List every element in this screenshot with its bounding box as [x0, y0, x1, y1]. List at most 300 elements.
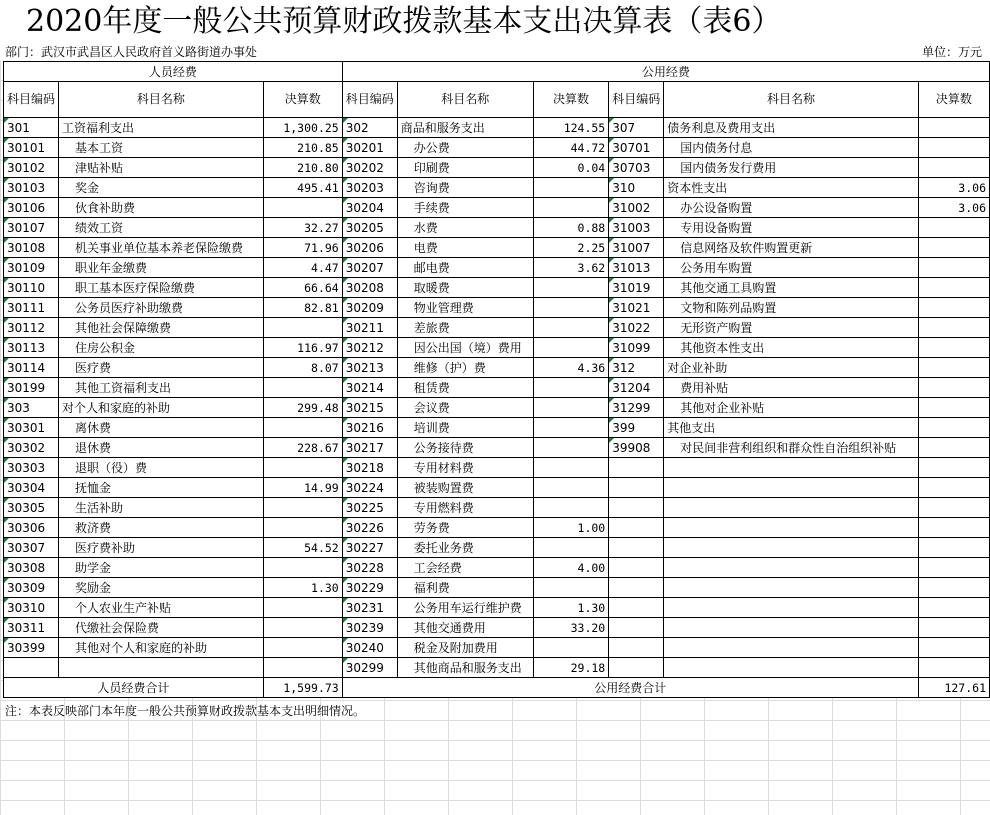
personnel-code-cell: 30308	[4, 558, 59, 578]
personnel-code-cell: 30199	[4, 378, 59, 398]
personnel-name-cell: 代缴社会保险费	[59, 618, 264, 638]
public-a-code-cell: 30226	[342, 518, 397, 538]
public-total-value: 127.61	[918, 678, 989, 698]
personnel-code-cell: 30399	[4, 638, 59, 658]
public-a-name-cell: 税金及附加费用	[397, 638, 533, 658]
public-a-amount-cell	[533, 458, 609, 478]
personnel-name-cell: 医疗费补助	[59, 538, 264, 558]
public-b-amount-cell	[918, 298, 989, 318]
public-b-name-cell	[664, 578, 919, 598]
public-a-code-cell: 30299	[342, 658, 397, 678]
public-a-name-cell: 咨询费	[397, 178, 533, 198]
public-b-amount-cell	[918, 258, 989, 278]
table-row	[4, 318, 990, 338]
public-b-code-cell: 31007	[609, 238, 664, 258]
public-a-code-cell: 30239	[342, 618, 397, 638]
public-b-name-cell: 对民间非营利组织和群众性自治组织补贴	[664, 438, 919, 458]
personnel-amount-cell	[263, 658, 342, 678]
personnel-code-cell: 30309	[4, 578, 59, 598]
personnel-amount-cell: 210.85	[263, 138, 342, 158]
report-subheader	[0, 44, 990, 61]
table-row	[4, 658, 990, 678]
personnel-code-cell: 30306	[4, 518, 59, 538]
table-row	[4, 398, 990, 418]
personnel-code-cell: 30108	[4, 238, 59, 258]
public-a-amount-cell	[533, 538, 609, 558]
personnel-amount-cell	[263, 378, 342, 398]
personnel-name-cell: 绩效工资	[59, 218, 264, 238]
public-a-amount-cell: 4.00	[533, 558, 609, 578]
public-a-amount-cell: 2.25	[533, 238, 609, 258]
public-b-amount-cell	[918, 598, 989, 618]
personnel-code-cell: 30307	[4, 538, 59, 558]
public-a-name-cell: 办公费	[397, 138, 533, 158]
totals-row	[4, 678, 990, 698]
public-a-code-cell: 30202	[342, 158, 397, 178]
public-b-name-cell: 对企业补助	[664, 358, 919, 378]
col-name: 科目名称	[664, 82, 919, 118]
public-a-name-cell: 电费	[397, 238, 533, 258]
personnel-name-cell: 其他对个人和家庭的补助	[59, 638, 264, 658]
public-b-name-cell	[664, 458, 919, 478]
public-a-code-cell: 30201	[342, 138, 397, 158]
public-b-name-cell: 文物和陈列品购置	[664, 298, 919, 318]
table-row	[4, 578, 990, 598]
personnel-amount-cell: 66.64	[263, 278, 342, 298]
public-b-code-cell: 30701	[609, 138, 664, 158]
public-a-amount-cell	[533, 578, 609, 598]
public-a-amount-cell: 1.30	[533, 598, 609, 618]
table-row	[4, 598, 990, 618]
personnel-amount-cell: 1.30	[263, 578, 342, 598]
public-a-code-cell: 30207	[342, 258, 397, 278]
personnel-amount-cell	[263, 458, 342, 478]
personnel-name-cell: 住房公积金	[59, 338, 264, 358]
public-b-name-cell	[664, 518, 919, 538]
public-a-amount-cell: 4.36	[533, 358, 609, 378]
public-b-amount-cell: 3.06	[918, 198, 989, 218]
personnel-amount-cell	[263, 418, 342, 438]
personnel-name-cell: 退职（役）费	[59, 458, 264, 478]
public-b-name-cell: 其他对企业补贴	[664, 398, 919, 418]
public-b-name-cell: 无形资产购置	[664, 318, 919, 338]
personnel-code-cell: 30102	[4, 158, 59, 178]
public-a-amount-cell	[533, 298, 609, 318]
personnel-name-cell: 个人农业生产补贴	[59, 598, 264, 618]
public-b-name-cell	[664, 638, 919, 658]
public-b-amount-cell	[918, 438, 989, 458]
public-b-amount-cell	[918, 238, 989, 258]
public-b-code-cell	[609, 638, 664, 658]
public-a-code-cell: 302	[342, 118, 397, 138]
public-b-name-cell	[664, 538, 919, 558]
table-row	[4, 298, 990, 318]
personnel-amount-cell: 71.96	[263, 238, 342, 258]
personnel-name-cell: 奖金	[59, 178, 264, 198]
public-a-amount-cell	[533, 338, 609, 358]
public-b-code-cell	[609, 498, 664, 518]
personnel-name-cell: 津贴补贴	[59, 158, 264, 178]
public-b-amount-cell	[918, 358, 989, 378]
section-personnel: 人员经费	[4, 62, 343, 82]
public-a-code-cell: 30231	[342, 598, 397, 618]
public-b-name-cell: 国内债务付息	[664, 138, 919, 158]
public-a-amount-cell: 3.62	[533, 258, 609, 278]
public-b-amount-cell	[918, 518, 989, 538]
personnel-code-cell: 30101	[4, 138, 59, 158]
personnel-amount-cell: 210.80	[263, 158, 342, 178]
table-row	[4, 238, 990, 258]
public-b-name-cell	[664, 478, 919, 498]
personnel-code-cell: 30110	[4, 278, 59, 298]
col-code: 科目编码	[609, 82, 664, 118]
public-b-amount-cell	[918, 478, 989, 498]
col-name: 科目名称	[397, 82, 533, 118]
table-row	[4, 438, 990, 458]
personnel-code-cell: 30113	[4, 338, 59, 358]
public-b-name-cell	[664, 558, 919, 578]
table-row	[4, 338, 990, 358]
public-a-name-cell: 其他交通费用	[397, 618, 533, 638]
public-b-code-cell	[609, 478, 664, 498]
public-b-name-cell	[664, 498, 919, 518]
public-b-code-cell	[609, 458, 664, 478]
table-row	[4, 498, 990, 518]
personnel-amount-cell	[263, 198, 342, 218]
report-title: 2020年度一般公共预算财政拨款基本支出决算表（表6）	[0, 0, 990, 44]
table-row	[4, 258, 990, 278]
public-b-name-cell: 资本性支出	[664, 178, 919, 198]
public-a-name-cell: 手续费	[397, 198, 533, 218]
public-a-name-cell: 因公出国（境）费用	[397, 338, 533, 358]
public-a-name-cell: 物业管理费	[397, 298, 533, 318]
personnel-code-cell: 30103	[4, 178, 59, 198]
personnel-code-cell: 303	[4, 398, 59, 418]
personnel-amount-cell: 4.47	[263, 258, 342, 278]
public-b-name-cell: 债务利息及费用支出	[664, 118, 919, 138]
public-a-name-cell: 公务接待费	[397, 438, 533, 458]
public-b-name-cell: 其他交通工具购置	[664, 278, 919, 298]
public-a-code-cell: 30205	[342, 218, 397, 238]
table-row	[4, 538, 990, 558]
table-row	[4, 178, 990, 198]
public-b-name-cell	[664, 618, 919, 638]
public-a-amount-cell	[533, 398, 609, 418]
public-a-amount-cell: 0.88	[533, 218, 609, 238]
public-b-amount-cell: 3.06	[918, 178, 989, 198]
public-a-code-cell: 30212	[342, 338, 397, 358]
personnel-total-value: 1,599.73	[263, 678, 342, 698]
public-a-amount-cell: 29.18	[533, 658, 609, 678]
personnel-code-cell: 30301	[4, 418, 59, 438]
public-a-code-cell: 30213	[342, 358, 397, 378]
public-a-code-cell: 30217	[342, 438, 397, 458]
public-b-name-cell: 费用补贴	[664, 378, 919, 398]
public-a-amount-cell	[533, 178, 609, 198]
public-b-name-cell	[664, 598, 919, 618]
table-row	[4, 638, 990, 658]
public-b-name-cell: 国内债务发行费用	[664, 158, 919, 178]
public-a-name-cell: 其他商品和服务支出	[397, 658, 533, 678]
personnel-amount-cell: 8.07	[263, 358, 342, 378]
public-b-name-cell: 专用设备购置	[664, 218, 919, 238]
public-b-name-cell: 办公设备购置	[664, 198, 919, 218]
public-b-amount-cell	[918, 498, 989, 518]
expenditure-table	[3, 61, 990, 698]
personnel-name-cell: 机关事业单位基本养老保险缴费	[59, 238, 264, 258]
public-a-amount-cell: 1.00	[533, 518, 609, 538]
public-a-code-cell: 30216	[342, 418, 397, 438]
personnel-name-cell: 职工基本医疗保险缴费	[59, 278, 264, 298]
personnel-name-cell: 其他工资福利支出	[59, 378, 264, 398]
section-public: 公用经费	[342, 62, 989, 82]
public-a-code-cell: 30208	[342, 278, 397, 298]
personnel-code-cell: 30112	[4, 318, 59, 338]
table-row	[4, 278, 990, 298]
public-b-name-cell: 公务用车购置	[664, 258, 919, 278]
public-b-amount-cell	[918, 578, 989, 598]
personnel-amount-cell	[263, 498, 342, 518]
table-row	[4, 138, 990, 158]
personnel-total-label: 人员经费合计	[4, 678, 264, 698]
personnel-name-cell: 公务员医疗补助缴费	[59, 298, 264, 318]
personnel-amount-cell	[263, 638, 342, 658]
public-total-label: 公用经费合计	[342, 678, 918, 698]
personnel-name-cell: 其他社会保障缴费	[59, 318, 264, 338]
personnel-name-cell: 离休费	[59, 418, 264, 438]
public-a-amount-cell	[533, 438, 609, 458]
public-a-amount-cell	[533, 638, 609, 658]
personnel-name-cell: 医疗费	[59, 358, 264, 378]
section-header-row	[4, 62, 990, 82]
public-a-name-cell: 维修（护）费	[397, 358, 533, 378]
personnel-name-cell: 救济费	[59, 518, 264, 538]
public-b-code-cell	[609, 658, 664, 678]
public-a-amount-cell	[533, 378, 609, 398]
personnel-name-cell: 基本工资	[59, 138, 264, 158]
public-b-code-cell	[609, 538, 664, 558]
personnel-code-cell: 30114	[4, 358, 59, 378]
personnel-name-cell: 职业年金缴费	[59, 258, 264, 278]
personnel-name-cell: 生活补助	[59, 498, 264, 518]
personnel-name-cell: 奖励金	[59, 578, 264, 598]
public-a-amount-cell	[533, 278, 609, 298]
table-row	[4, 458, 990, 478]
personnel-name-cell: 退休费	[59, 438, 264, 458]
col-code: 科目编码	[342, 82, 397, 118]
table-row	[4, 358, 990, 378]
public-b-code-cell: 31019	[609, 278, 664, 298]
department-label: 部门：武汉市武昌区人民政府首义路街道办事处	[5, 45, 258, 59]
public-a-name-cell: 印刷费	[397, 158, 533, 178]
public-a-name-cell: 会议费	[397, 398, 533, 418]
personnel-amount-cell: 228.67	[263, 438, 342, 458]
public-a-name-cell: 委托业务费	[397, 538, 533, 558]
personnel-name-cell: 伙食补助费	[59, 198, 264, 218]
public-a-name-cell: 劳务费	[397, 518, 533, 538]
personnel-amount-cell: 82.81	[263, 298, 342, 318]
public-a-code-cell: 30218	[342, 458, 397, 478]
public-b-amount-cell	[918, 458, 989, 478]
public-a-name-cell: 被装购置费	[397, 478, 533, 498]
public-a-amount-cell: 124.55	[533, 118, 609, 138]
public-a-name-cell: 商品和服务支出	[397, 118, 533, 138]
public-a-code-cell: 30215	[342, 398, 397, 418]
personnel-name-cell	[59, 658, 264, 678]
col-name: 科目名称	[59, 82, 264, 118]
public-a-amount-cell: 44.72	[533, 138, 609, 158]
column-header-row	[4, 82, 990, 118]
public-b-name-cell	[664, 658, 919, 678]
personnel-code-cell: 30107	[4, 218, 59, 238]
public-b-code-cell: 31299	[609, 398, 664, 418]
public-a-name-cell: 专用燃料费	[397, 498, 533, 518]
public-b-name-cell: 其他支出	[664, 418, 919, 438]
personnel-name-cell: 工资福利支出	[59, 118, 264, 138]
public-b-amount-cell	[918, 138, 989, 158]
public-a-name-cell: 工会经费	[397, 558, 533, 578]
public-b-code-cell: 312	[609, 358, 664, 378]
public-a-code-cell: 30204	[342, 198, 397, 218]
personnel-code-cell: 30310	[4, 598, 59, 618]
personnel-amount-cell: 116.97	[263, 338, 342, 358]
public-a-name-cell: 租赁费	[397, 378, 533, 398]
public-a-name-cell: 差旅费	[397, 318, 533, 338]
col-amount: 决算数	[533, 82, 609, 118]
personnel-code-cell: 30106	[4, 198, 59, 218]
public-b-code-cell: 31013	[609, 258, 664, 278]
table-row	[4, 378, 990, 398]
personnel-name-cell: 抚恤金	[59, 478, 264, 498]
public-a-amount-cell	[533, 478, 609, 498]
public-b-code-cell: 307	[609, 118, 664, 138]
personnel-code-cell: 301	[4, 118, 59, 138]
public-a-name-cell: 培训费	[397, 418, 533, 438]
public-b-amount-cell	[918, 218, 989, 238]
table-row	[4, 158, 990, 178]
public-b-amount-cell	[918, 338, 989, 358]
public-b-code-cell	[609, 618, 664, 638]
public-a-amount-cell: 33.20	[533, 618, 609, 638]
public-a-code-cell: 30209	[342, 298, 397, 318]
personnel-amount-cell: 32.27	[263, 218, 342, 238]
public-b-amount-cell	[918, 418, 989, 438]
public-a-amount-cell	[533, 318, 609, 338]
public-b-code-cell: 31021	[609, 298, 664, 318]
public-b-amount-cell	[918, 538, 989, 558]
public-b-code-cell: 399	[609, 418, 664, 438]
personnel-code-cell: 30109	[4, 258, 59, 278]
table-row	[4, 118, 990, 138]
table-row	[4, 618, 990, 638]
unit-label: 单位：万元	[921, 45, 982, 59]
public-a-name-cell: 邮电费	[397, 258, 533, 278]
public-a-code-cell: 30214	[342, 378, 397, 398]
public-b-code-cell: 310	[609, 178, 664, 198]
personnel-amount-cell	[263, 318, 342, 338]
table-row	[4, 558, 990, 578]
public-a-code-cell: 30240	[342, 638, 397, 658]
public-b-amount-cell	[918, 378, 989, 398]
public-a-code-cell: 30225	[342, 498, 397, 518]
public-b-name-cell: 信息网络及软件购置更新	[664, 238, 919, 258]
col-amount: 决算数	[263, 82, 342, 118]
public-a-name-cell: 公务用车运行维护费	[397, 598, 533, 618]
public-b-amount-cell	[918, 658, 989, 678]
personnel-name-cell: 对个人和家庭的补助	[59, 398, 264, 418]
public-b-code-cell	[609, 558, 664, 578]
public-b-amount-cell	[918, 398, 989, 418]
public-a-name-cell: 专用材料费	[397, 458, 533, 478]
public-b-code-cell	[609, 518, 664, 538]
col-code: 科目编码	[4, 82, 59, 118]
public-a-name-cell: 福利费	[397, 578, 533, 598]
public-b-amount-cell	[918, 618, 989, 638]
public-b-code-cell: 31002	[609, 198, 664, 218]
personnel-amount-cell: 1,300.25	[263, 118, 342, 138]
public-a-code-cell: 30206	[342, 238, 397, 258]
personnel-amount-cell: 495.41	[263, 178, 342, 198]
public-a-code-cell: 30224	[342, 478, 397, 498]
personnel-amount-cell	[263, 518, 342, 538]
col-amount: 决算数	[918, 82, 989, 118]
public-b-code-cell: 31022	[609, 318, 664, 338]
personnel-name-cell: 助学金	[59, 558, 264, 578]
public-a-code-cell: 30229	[342, 578, 397, 598]
personnel-code-cell	[4, 658, 59, 678]
public-a-name-cell: 水费	[397, 218, 533, 238]
public-b-amount-cell	[918, 278, 989, 298]
public-b-amount-cell	[918, 638, 989, 658]
public-a-code-cell: 30203	[342, 178, 397, 198]
personnel-code-cell: 30305	[4, 498, 59, 518]
public-a-amount-cell	[533, 198, 609, 218]
personnel-amount-cell: 54.52	[263, 538, 342, 558]
public-a-amount-cell: 0.04	[533, 158, 609, 178]
table-row	[4, 418, 990, 438]
public-a-name-cell: 取暖费	[397, 278, 533, 298]
personnel-amount-cell	[263, 598, 342, 618]
personnel-amount-cell: 14.99	[263, 478, 342, 498]
personnel-code-cell: 30304	[4, 478, 59, 498]
footnote: 注：本表反映部门本年度一般公共预算财政拨款基本支出明细情况。	[5, 704, 366, 718]
public-a-code-cell: 30211	[342, 318, 397, 338]
table-row	[4, 518, 990, 538]
public-a-code-cell: 30227	[342, 538, 397, 558]
public-b-amount-cell	[918, 318, 989, 338]
public-b-code-cell: 31003	[609, 218, 664, 238]
public-b-name-cell: 其他资本性支出	[664, 338, 919, 358]
public-b-code-cell	[609, 578, 664, 598]
personnel-code-cell: 30311	[4, 618, 59, 638]
personnel-code-cell: 30303	[4, 458, 59, 478]
personnel-amount-cell	[263, 558, 342, 578]
personnel-amount-cell	[263, 618, 342, 638]
table-row	[4, 478, 990, 498]
public-b-code-cell	[609, 598, 664, 618]
personnel-code-cell: 30111	[4, 298, 59, 318]
public-b-code-cell: 30703	[609, 158, 664, 178]
public-b-amount-cell	[918, 158, 989, 178]
public-b-code-cell: 31204	[609, 378, 664, 398]
table-row	[4, 218, 990, 238]
public-b-amount-cell	[918, 118, 989, 138]
personnel-code-cell: 30302	[4, 438, 59, 458]
public-a-amount-cell	[533, 498, 609, 518]
public-b-amount-cell	[918, 558, 989, 578]
table-row	[4, 198, 990, 218]
public-b-code-cell: 39908	[609, 438, 664, 458]
